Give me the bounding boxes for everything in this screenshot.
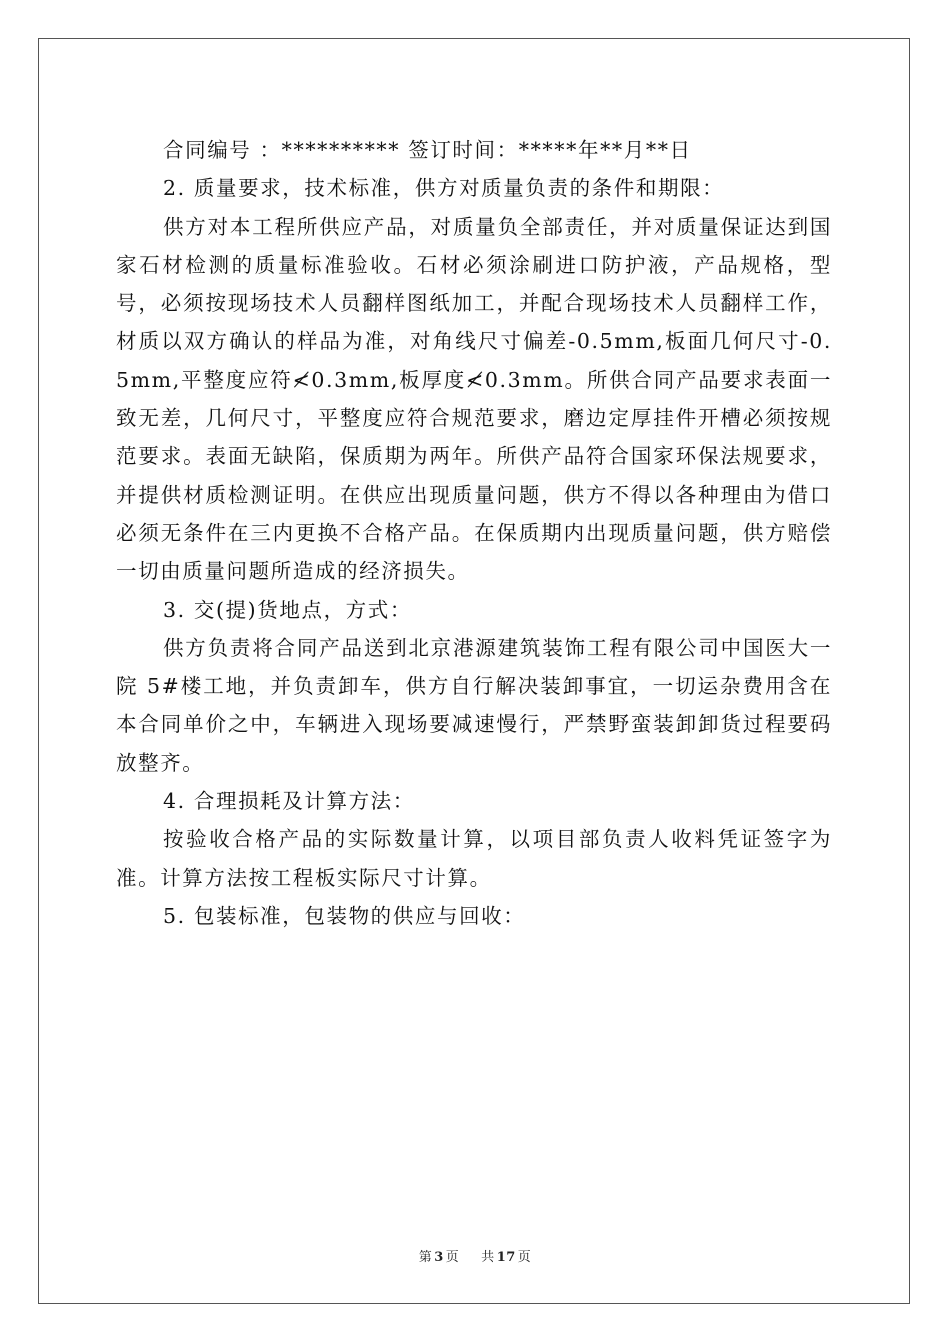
- page-footer: [0, 1246, 950, 1265]
- section-heading-delivery: 3. 交(提)货地点，方式：: [163, 597, 412, 622]
- section-heading-packaging: 5. 包装标准，包装物的供应与回收：: [163, 903, 526, 928]
- quality-paragraph: 供方对本工程所供应产品，对质量负全部责任，并对质量保证达到国家石材检测的质量标准验收。石材必须涂刷进口防护液，产品规格，型号，必须按现场技术人员翻样图纸加工，并配合现场技术人员翻样工作，材质以双方确认的样品为准，对角线尺寸偏差-0.5mm,板面几何尺寸-0.5mm,平整度应符≮0.3mm,板厚度≮0.3mm。所供合同产品要求表面一致无差，几何尺寸，平整度应符合规范要求，磨边定厚挂件开槽必须按规范要求。表面无缺陷，保质期为两年。所供产品符合国家环保法规要求，并提供材质检测证明。在供应出现质量问题，供方不得以各种理由为借口必须无条件在三内更换不合格产品。在保质期内出现质量问题，供方赔偿一切由质量问题所造成的经济损失。: [116, 214, 832, 584]
- section-heading-quality: 2. 质量要求，技术标准，供方对质量负责的条件和期限：: [163, 176, 725, 201]
- page-total: 共 17 页: [481, 1250, 532, 1265]
- contract-number-line: 合同编号 ：********** 签订时间：*****年**月**日: [163, 138, 692, 162]
- document-body: [116, 131, 832, 935]
- loss-paragraph: 按验收合格产品的实际数量计算，以项目部负责人收料凭证签字为准。计算方法按工程板实际尺寸计算。: [116, 827, 832, 890]
- section-heading-loss: 4. 合理损耗及计算方法：: [163, 789, 415, 814]
- page-number: 第 3 页: [418, 1250, 460, 1265]
- delivery-paragraph: 供方负责将合同产品送到北京港源建筑装饰工程有限公司中国医大一院 5#楼工地，并负责卸车，供方自行解决装卸事宜，一切运杂费用含在本合同单价之中，车辆进入现场要减速慢行，严禁野蛮装卸卸货过程要码放整齐。: [116, 635, 832, 775]
